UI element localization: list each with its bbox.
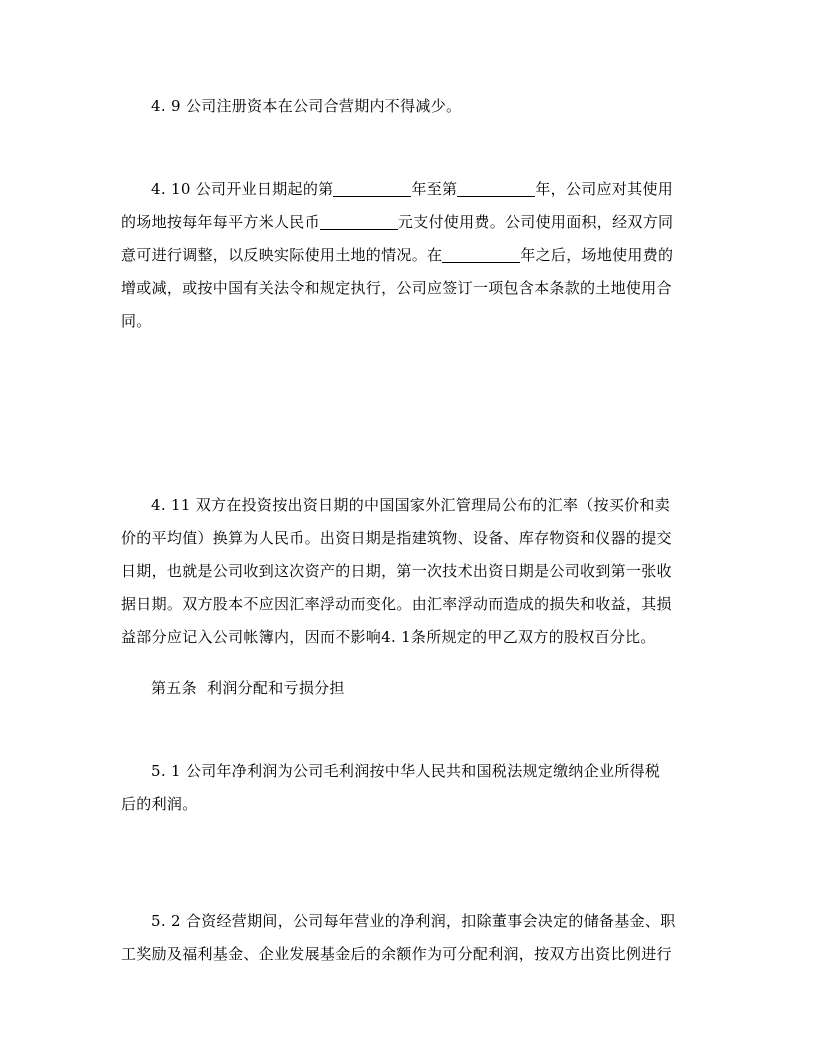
fill-in-blank bbox=[333, 180, 411, 197]
text-line bbox=[121, 206, 701, 239]
text-line bbox=[121, 239, 701, 272]
heading-text: 第五条 利润分配和亏损分担 bbox=[151, 679, 345, 697]
text-segment: 年，公司应对其使用 bbox=[535, 180, 674, 198]
section-heading bbox=[121, 672, 701, 705]
text-line: 据日期。双方股本不应因汇率浮动而变化。由汇率浮动而造成的损失和收益，其损 bbox=[121, 595, 672, 613]
clause-5-1 bbox=[121, 755, 701, 821]
text-line: 4. 11 双方在投资按出资日期的中国国家外汇管理局公布的汇率（按买价和卖 bbox=[151, 496, 671, 514]
text-segment: 年至第 bbox=[411, 180, 458, 198]
text-line: 价的平均值）换算为人民币。出资日期是指建筑物、设备、库存物资和仪器的提交 bbox=[121, 529, 672, 547]
text-segment: 元支付使用费。公司使用面积，经双方同 bbox=[397, 213, 674, 231]
clause-4-11 bbox=[121, 489, 701, 654]
text-line: 同。 bbox=[121, 312, 152, 330]
text-line: 5. 1 公司年净利润为公司毛利润按中华人民共和国税法规定缴纳企业所得税 bbox=[151, 762, 661, 780]
fill-in-blank bbox=[442, 246, 520, 263]
text-line: 后的利润。 bbox=[121, 795, 198, 813]
text-segment: 年之后，场地使用费的 bbox=[520, 246, 674, 264]
text-line: 4. 9 公司注册资本在公司合营期内不得减少。 bbox=[151, 97, 462, 115]
fill-in-blank bbox=[320, 213, 398, 230]
clause-4-9 bbox=[121, 90, 701, 123]
text-line: 益部分应记入公司帐簿内，因而不影响4. 1条所规定的甲乙双方的股权百分比。 bbox=[121, 628, 656, 646]
text-line: 工奖励及福利基金、企业发展基金后的余额作为可分配利润，按双方出资比例进行 bbox=[121, 945, 672, 963]
text-line: 5. 2 合资经营期间，公司每年营业的净利润，扣除董事会决定的储备基金、职 bbox=[151, 912, 676, 930]
clause-4-10 bbox=[121, 173, 701, 338]
text-segment: 4. 10 公司开业日期起的第 bbox=[151, 180, 334, 198]
clause-5-2 bbox=[121, 905, 701, 971]
text-segment: 意可进行调整，以反映实际使用土地的情况。在 bbox=[121, 246, 443, 264]
text-segment: 的场地按每年每平方米人民币 bbox=[121, 213, 320, 231]
fill-in-blank bbox=[457, 180, 535, 197]
text-line bbox=[121, 173, 701, 206]
text-line: 日期，也就是公司收到这次资产的日期，第一次技术出资日期是公司收到第一张收 bbox=[121, 562, 672, 580]
text-line: 增或减，或按中国有关法令和规定执行，公司应签订一项包含本条款的土地使用合 bbox=[121, 279, 672, 297]
